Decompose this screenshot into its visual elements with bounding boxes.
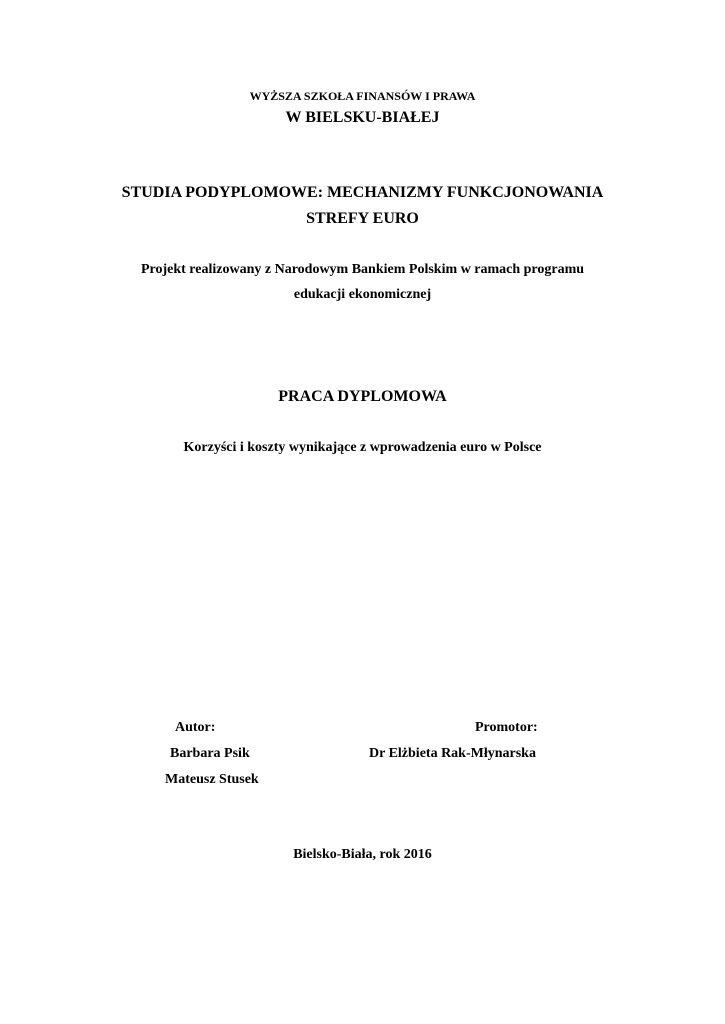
author-name: Barbara Psik — [170, 746, 250, 761]
project-note-line2: edukacji ekonomicznej — [293, 287, 432, 302]
university-city: W BIELSKU-BIAŁEJ — [285, 109, 440, 126]
university-name: WYŻSZA SZKOŁA FINANSÓW I PRAWA — [249, 89, 476, 103]
authors-label: Autor: — [175, 720, 216, 735]
place-and-year: Bielsko-Biała, rok 2016 — [293, 847, 432, 862]
thesis-type: PRACA DYPLOMOWA — [278, 388, 447, 405]
supervisor-name: Dr Elżbieta Rak-Młynarska — [369, 746, 536, 761]
thesis-title: Korzyści i koszty wynikające z wprowadzenia euro w Polsce — [183, 440, 542, 455]
studies-title-line1: STUDIA PODYPLOMOWE: MECHANIZMY FUNKCJONOWANIA — [121, 184, 604, 201]
studies-title-line2: STREFY EURO — [306, 210, 419, 227]
supervisor-label: Promotor: — [475, 720, 538, 735]
project-note-line1: Projekt realizowany z Narodowym Bankiem Polskim w ramach programu — [140, 262, 585, 277]
author-name: Mateusz Stusek — [165, 772, 259, 787]
